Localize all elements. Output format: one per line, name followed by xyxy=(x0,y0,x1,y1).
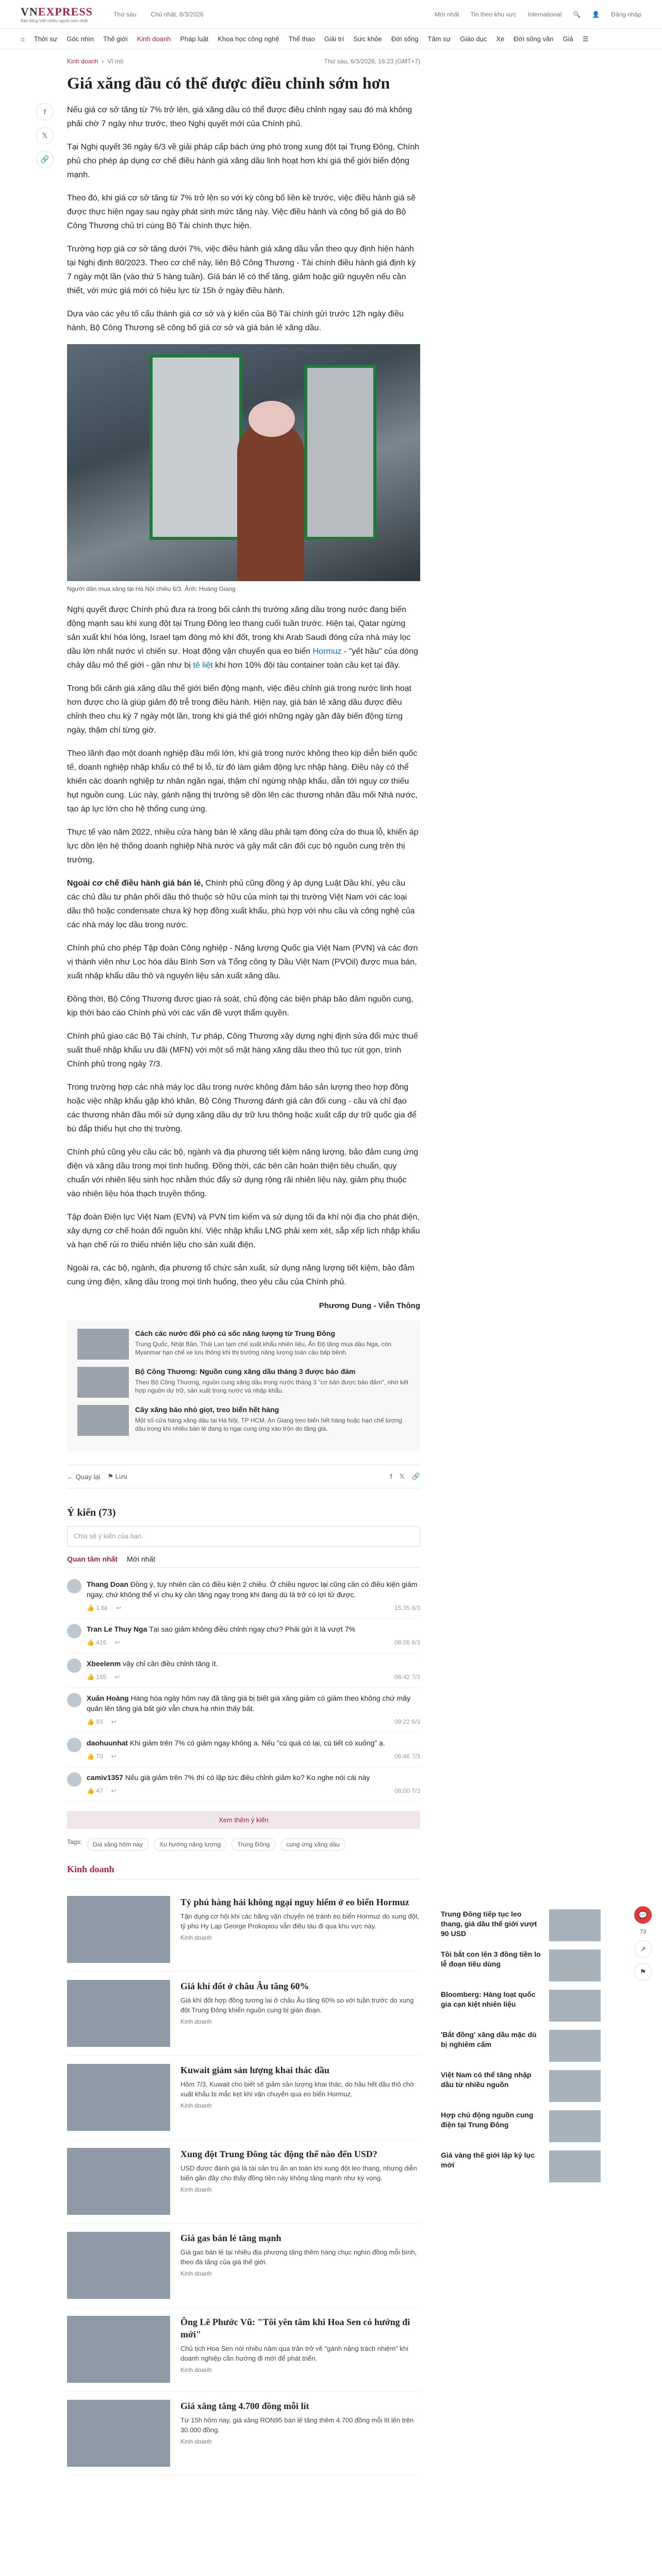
hormuz-link[interactable]: Hormuz xyxy=(312,647,342,656)
commenter-name[interactable]: daohuunhat xyxy=(87,1739,128,1747)
news-desc: Giá khí đốt hợp đồng tương lai ở châu Âu tăng 60% so với tuần trước do xung đột Trung Đông khiến nguồn cung bị gián đoạn. xyxy=(180,1996,414,2014)
news-desc: Từ 15h hôm nay, giá xăng RON95 bán lẻ tăng thêm 4.700 đồng mỗi lít lên trên 30.000 đồng. xyxy=(180,2416,414,2434)
news-item xyxy=(67,2224,420,2308)
home-icon[interactable]: ⌂ xyxy=(21,35,25,43)
related-thumbnail[interactable] xyxy=(77,1367,129,1398)
sidebar-thumbnail[interactable] xyxy=(549,2070,601,2102)
related-thumbnail[interactable] xyxy=(77,1405,129,1436)
commenter-name[interactable]: Thang Doan xyxy=(87,1580,128,1588)
helmet-shape xyxy=(249,401,295,437)
news-thumbnail[interactable] xyxy=(67,2400,170,2467)
news-category[interactable]: Kinh doanh xyxy=(180,2438,212,2445)
news-desc: Hôm 7/3, Kuwait cho biết sẽ giảm sản lượng khai thác, do hầu hết dầu thô chờ xuất khẩu bị mắc kẹt khi vận chuyển qua eo biển Hormuz. xyxy=(180,2080,415,2098)
author: Phương Dung - Viễn Thông xyxy=(319,1301,420,1310)
reply-button[interactable]: ↩ xyxy=(115,1604,122,1612)
back-button[interactable]: ← Quay lại xyxy=(67,1472,101,1481)
related-title[interactable]: Cách các nước đối phó cú sốc năng lượng từ Trung Đông xyxy=(135,1329,335,1337)
article-column xyxy=(67,49,420,2476)
sidebar-thumbnail[interactable] xyxy=(549,2030,601,2062)
paragraph: Trong bối cảnh giá xăng dầu thế giới biến động mạnh, việc điều chỉnh giá trong nước linh hoạt hơn được cho là giúp giảm độ trễ trong điều hành. Hiện nay, giá bán lẻ xăng dầu được điều chỉnh theo chu kỳ 7 ngày một lần, trong khi giá thế giới những ngày gần đây biến động từng ngày, thậm chí từng giờ. xyxy=(67,684,411,735)
like-button[interactable]: 👍 1.6k xyxy=(87,1604,108,1612)
avatar[interactable] xyxy=(67,1693,81,1707)
comment-item xyxy=(67,1619,420,1653)
comment-time: 08:00 7/3 xyxy=(394,1787,420,1794)
article-sapo: Nếu giá cơ sở tăng từ 7% trở lên, giá xăng dầu có thể được điều chỉnh ngay sau đó mà không phải chờ 7 ngày như trước, theo Nghị quyết mới của Chính phủ. xyxy=(67,106,412,128)
news-item xyxy=(67,1972,420,2056)
sidebar-item[interactable] xyxy=(441,2150,601,2182)
paragraph: Trường hợp giá cơ sở tăng dưới 7%, việc điều hành giá xăng dầu vẫn theo quy định hiện hành tại Nghị định 80/2023. Theo cơ chế này, liên Bộ Công Thương - Tài chính điều hành giá định kỳ 7 ngày một lần (vào thứ 5 hàng tuần). Giá bán lẻ có thể tăng, giảm hoặc giữ nguyên nếu cần thiết, với mức giá mới có hiệu lực từ 15h ở ngày điều hành. xyxy=(67,245,416,295)
paragraph: Tập đoàn Điện lực Việt Nam (EVN) và PVN tìm kiếm và sử dụng tối đa khí nội địa cho phát điện, xây dựng cơ chế hoán đổi nguồn khí. Việc nhập khẩu LNG phải xem xét, sắp xếp lịch nhập khẩu và hạn chế rủi ro thiếu nhiên liệu cho sản xuất điện. xyxy=(67,1213,420,1249)
related-item[interactable] xyxy=(77,1329,410,1360)
comment-item xyxy=(67,1688,420,1733)
comment-tabs xyxy=(67,1555,420,1568)
related-item[interactable] xyxy=(77,1405,410,1436)
news-item xyxy=(67,2140,420,2224)
facebook-icon[interactable]: f xyxy=(390,1472,392,1480)
international-link[interactable]: International xyxy=(527,10,562,18)
vnexpress-logo[interactable]: VNEXPRESS xyxy=(21,5,93,18)
bookmark-icon[interactable]: ⚑ xyxy=(634,1963,652,1980)
related-desc: Trung Quốc, Nhật Bản, Thái Lan tạm chế xuất khẩu nhiên liệu, Ấn Độ tăng mua dầu Nga, còn Myanmar hạn chế xe lưu thông khi thị trường năng lượng toàn cầu bấp bênh. xyxy=(135,1341,391,1356)
related-item[interactable] xyxy=(77,1367,410,1398)
comment-text: Nếu giá giảm trên 7% thì có lập tức điều chỉnh giảm ko? Ko nghe nói cái này xyxy=(125,1773,370,1782)
paragraph: Tại Nghị quyết 36 ngày 6/3 về giải pháp cấp bách ứng phó trong xung đột tại Trung Đông, Chính phủ cho phép áp dụng cơ chế điều hành giá xăng dầu linh hoạt hơn khi giá thế giới biến động mạnh. xyxy=(67,143,420,179)
ad-space xyxy=(441,80,601,1909)
share-icon[interactable]: ↗ xyxy=(634,1940,652,1958)
sidebar-thumbnail[interactable] xyxy=(549,1990,601,2022)
more-news-title[interactable]: Kinh doanh xyxy=(67,1864,420,1879)
nav-item-active[interactable]: Kinh doanh xyxy=(137,35,171,43)
comment-text: Tại sao giảm không điều chỉnh ngay chứ? Phải gửi ít là vượt 7% xyxy=(149,1625,356,1633)
nav-item[interactable]: Thể thao xyxy=(288,35,315,43)
news-title[interactable]: Ông Lê Phước Vũ: "Tôi yên tâm khi Hoa Sen có hướng đi mới" xyxy=(180,2317,410,2340)
news-desc: Giá gas bán lẻ tại nhiều địa phương tăng thêm hàng chục nghìn đồng mỗi bình, theo đà tăng của giá thế giới. xyxy=(180,2248,417,2266)
avatar[interactable] xyxy=(67,1579,81,1594)
top-header xyxy=(0,0,662,29)
news-category[interactable]: Kinh doanh xyxy=(180,2186,212,2193)
news-title[interactable]: Kuwait giảm sản lượng khai thác dầu xyxy=(180,2065,329,2075)
floating-actions xyxy=(634,1906,652,1980)
comment-item xyxy=(67,1653,420,1688)
nav-item[interactable]: Giả xyxy=(562,35,573,43)
tags-row xyxy=(67,1838,420,1851)
nav-item[interactable]: Xe xyxy=(496,35,505,43)
news-item xyxy=(67,1888,420,1972)
sidebar-thumbnail[interactable] xyxy=(549,1950,601,1981)
paragraph: Thực tế vào năm 2022, nhiều cửa hàng bán lẻ xăng dầu phải tạm đóng cửa do thua lỗ, khiến áp lực dồn lên hệ thống doanh nghiệp Nhà nước và gây mất cân đối cục bộ nguồn cung trên thị trường. xyxy=(67,828,419,865)
news-thumbnail[interactable] xyxy=(67,2316,170,2383)
sidebar-item[interactable] xyxy=(441,2030,601,2062)
twitter-icon[interactable]: 𝕏 xyxy=(399,1472,405,1480)
news-thumbnail[interactable] xyxy=(67,2064,170,2131)
commenter-name[interactable]: Tran Le Thuy Nga xyxy=(87,1625,147,1633)
paragraph: Ngoài cơ chế điều hành giá bán lẻ, Chính phủ cũng đồng ý áp dụng Luật Dầu khí, yêu cầu các chủ đầu tư phân phối dầu thô thuộc sở hữu của mình tại thị trường Việt Nam với các loại dầu thô hoặc condensate chưa ký hợp đồng xuất khẩu, phù hợp với nhu cầu và công nghệ của các nhà máy lọc dầu trong nước. xyxy=(67,879,415,929)
tag[interactable]: Giá xăng hôm nay xyxy=(87,1838,148,1851)
like-button[interactable]: 👍 416 xyxy=(87,1639,107,1646)
person-shape xyxy=(237,421,304,581)
article-actions xyxy=(67,1465,420,1488)
nav-item[interactable]: Góc nhìn xyxy=(67,35,94,43)
news-title[interactable]: Giá gas bán lẻ tăng mạnh xyxy=(180,2233,282,2243)
sidebar-title[interactable]: Hợp chủ động nguồn cung điện tại Trung Đông xyxy=(441,2111,534,2129)
comment-item xyxy=(67,1574,420,1619)
paralyzed-link[interactable]: tê liệt xyxy=(193,661,213,670)
main-nav xyxy=(0,29,662,49)
news-desc: Chủ tịch Hoa Sen nói nhiều năm qua trăn trở về "gánh nặng trách nhiệm" khi doanh nghiệp cần hướng đi mới để phát triển. xyxy=(180,2345,408,2362)
reply-button[interactable]: ↩ xyxy=(111,1718,117,1725)
link-icon[interactable]: 🔗 xyxy=(36,150,54,168)
related-desc: Theo Bộ Công Thương, nguồn cung xăng dầu trong nước tháng 3 "cơ bản được bảo đảm", nhờ kết hợp nguồn dự trữ, sản xuất trong nước và nhập khẩu. xyxy=(135,1379,409,1394)
news-category[interactable]: Kinh doanh xyxy=(180,2018,212,2025)
sidebar-thumbnail[interactable] xyxy=(549,1909,601,1941)
fuel-pump-shape xyxy=(150,354,242,540)
breadcrumb-sub[interactable]: Vĩ mô xyxy=(107,58,124,65)
save-button[interactable]: ⚑ Lưu xyxy=(107,1472,127,1480)
news-thumbnail[interactable] xyxy=(67,2232,170,2299)
sidebar-item[interactable] xyxy=(441,2070,601,2102)
tag[interactable]: Xu hướng năng lượng xyxy=(154,1838,226,1851)
date: Chủ nhật, 8/3/2026 xyxy=(151,10,204,18)
news-title[interactable]: Giá xăng tăng 4.700 đồng mỗi lít xyxy=(180,2401,309,2411)
comment-text: Hàng hóa ngày hôm nay đã tăng giá bị biết giá xăng giảm có giảm theo không chứ mây quân lên tăng giá bất giờ vẫn chưa hạ nhìn thấy bất. xyxy=(87,1694,411,1713)
paragraph: Dựa vào các yêu tố cấu thành giá cơ sở và ý kiến của Bộ Tài chính gửi trước 12h ngày điều hành, Bộ Công Thương sẽ công bố giá cơ sở và giá bán lẻ xăng dầu. xyxy=(67,310,404,332)
nav-item[interactable]: Đời sống xyxy=(391,35,419,43)
news-thumbnail[interactable] xyxy=(67,2148,170,2215)
nav-item[interactable]: Giáo dục xyxy=(460,35,487,43)
comment-time: 06:46 7/3 xyxy=(394,1753,420,1760)
menu-icon[interactable]: ☰ xyxy=(582,35,589,43)
like-button[interactable]: 👍 47 xyxy=(87,1787,103,1794)
sidebar-title[interactable]: Tôi bắt con lên 3 đồng tiền lo lễ đoạn tiêu dùng xyxy=(441,1950,541,1968)
news-item xyxy=(67,2392,420,2476)
latest-link[interactable]: Mới nhất xyxy=(435,10,459,18)
commenter-name[interactable]: camiv1357 xyxy=(87,1773,123,1782)
news-thumbnail[interactable] xyxy=(67,1896,170,1963)
photo-caption: Người dân mua xăng tại Hà Nội chiều 6/3. Ảnh: Hoàng Giang xyxy=(67,585,236,592)
avatar[interactable] xyxy=(67,1738,81,1752)
comment-text: vậy chỉ cần điều chỉnh tăng ít. xyxy=(123,1659,218,1668)
article-photo[interactable] xyxy=(67,344,420,581)
nav-item[interactable]: Tâm sự xyxy=(427,35,451,43)
sidebar-title[interactable]: 'Bắt đồng' xăng dầu mặc dù bị nghiêm cấm xyxy=(441,2030,537,2048)
reply-button[interactable]: ↩ xyxy=(114,1639,120,1646)
sidebar-title[interactable]: Việt Nam có thể tăng nhập dầu từ nhiều nguồn xyxy=(441,2071,532,2089)
paragraph: Chính phủ giao các Bộ Tài chính, Tư pháp, Công Thương xây dựng nghị định sửa đổi mức thuế suất thuế nhập khẩu ưu đãi (MFN) với một số mặt hàng xăng dầu theo thủ tục rút gọn, trình Chính phủ trong ngày 7/3. xyxy=(67,1032,418,1069)
comment-text: Khi giảm trên 7% có giảm ngay không a. Nếu "cú quá có lại, cú tiết có xuống" ạ. xyxy=(130,1739,385,1747)
nav-item[interactable]: Pháp luật xyxy=(180,35,209,43)
comment-time: 06:42 7/3 xyxy=(394,1673,420,1681)
commenter-name[interactable]: Xbeelenm xyxy=(87,1659,121,1668)
tags-label: Tags: xyxy=(67,1838,82,1845)
nav-item[interactable]: Giải trí xyxy=(324,35,344,43)
paragraph: Trong trường hợp các nhà máy lọc dầu trong nước không đảm bảo sản lượng theo hợp đồng hoặc việc nhập khẩu gặp khó khăn, Bộ Công Thương đánh giá cân đối cung - cầu và chỉ đạo các thương nhân đầu mối sử dụng xăng dầu dự trữ lưu thông hoặc xuất cấp dự trữ quốc gia để bù đắp thiếu hụt cho thị trường. xyxy=(67,1083,417,1133)
news-category[interactable]: Kinh doanh xyxy=(180,2366,212,2374)
news-title[interactable]: Giá khí đốt ở châu Âu tăng 60% xyxy=(180,1981,309,1991)
paragraph: Đồng thời, Bộ Công Thương được giao rà soát, chủ động các biện pháp bảo đảm nguồn cung, kịp thời báo cáo Chính phủ với các vấn đề vượt thẩm quyền. xyxy=(67,995,413,1018)
related-title[interactable]: Cây xăng báo nhỏ giọt, treo biển hết hàng xyxy=(135,1405,279,1414)
sidebar-title[interactable]: Trung Đông tiếp tục leo thang, giá dầu thế giới vượt 90 USD xyxy=(441,1910,537,1938)
more-comments-button[interactable]: Xem thêm ý kiến xyxy=(67,1811,420,1829)
brand[interactable] xyxy=(21,5,93,23)
search-icon[interactable]: 🔍 xyxy=(573,10,581,18)
news-category[interactable]: Kinh doanh xyxy=(180,1934,212,1941)
sidebar-title[interactable]: Giá vàng thế giới lập kỷ lục mới xyxy=(441,2151,535,2169)
paragraph: Chính phủ cho phép Tập đoàn Công nghiệp - Năng lượng Quốc gia Việt Nam (PVN) và các đơn vị thành viên như Lọc hóa dầu Bình Sơn và Tổng công ty Dầu Việt Nam (PVOil) được mua bán, xuất nhập khẩu dầu thô và nguyên liệu sản xuất xăng dầu. xyxy=(67,944,418,980)
nav-item[interactable]: Đời sống văn xyxy=(514,35,554,43)
reply-button[interactable]: ↩ xyxy=(111,1787,117,1794)
fuel-pump-shape xyxy=(304,365,376,540)
nav-item[interactable]: Sức khỏe xyxy=(353,35,382,43)
breadcrumb: Kinh doanh › Vĩ mô Thứ sáu, 6/3/2026, 16:23 (GMT+7) xyxy=(67,58,420,65)
sidebar-item[interactable] xyxy=(441,1909,601,1941)
regional-link[interactable]: Tin theo khu vực xyxy=(470,10,517,18)
news-thumbnail[interactable] xyxy=(67,1980,170,2047)
share-rail xyxy=(36,103,54,168)
nav-item[interactable]: Thời sự xyxy=(34,35,58,43)
sidebar xyxy=(441,80,601,2476)
avatar[interactable] xyxy=(67,1658,81,1673)
related-desc: Một số cửa hàng xăng dầu tại Hà Nội, TP HCM, An Giang treo biển hết hàng hoặc hạn chế lượng dầu trong khi nhiều bán lẻ đang lo ngại cung ứng xáo trộn do tăng giá. xyxy=(135,1417,402,1432)
sidebar-thumbnail[interactable] xyxy=(549,2110,601,2142)
comment-item xyxy=(67,1767,420,1802)
nav-item[interactable]: Khoa học công nghệ xyxy=(218,35,279,43)
user-icon[interactable]: 👤 xyxy=(592,10,600,18)
comment-count-icon[interactable]: 💬 xyxy=(634,1906,652,1924)
news-category[interactable]: Kinh doanh xyxy=(180,2270,212,2277)
facebook-icon[interactable]: f xyxy=(36,103,54,121)
comment-time: 08:06 6/3 xyxy=(394,1639,420,1646)
news-item xyxy=(67,2308,420,2392)
sidebar-title[interactable]: Bloomberg: Hàng loạt quốc gia cạn kiệt nhiên liệu xyxy=(441,1990,536,2008)
nav-item[interactable]: Thế giới xyxy=(103,35,128,43)
like-button[interactable]: 👍 70 xyxy=(87,1753,103,1760)
related-box xyxy=(67,1320,420,1451)
publish-date: Thứ sáu, 6/3/2026, 16:23 (GMT+7) xyxy=(324,58,420,65)
comment-item xyxy=(67,1733,420,1767)
weekday: Thứ sáu xyxy=(113,10,137,18)
slogan: Báo tiếng Việt nhiều người xem nhất xyxy=(21,19,88,23)
comment-time: 15:35 6/3 xyxy=(394,1604,420,1612)
related-title[interactable]: Bộ Công Thương: Nguồn cung xăng dầu tháng 3 được bảo đảm xyxy=(135,1367,356,1376)
paragraph: Ngoài ra, các bộ, ngành, địa phương tổ chức sản xuất, sử dụng năng lượng tiết kiệm, bảo đảm cung ứng điện, xăng dầu trong mọi tình huống, theo yêu cầu của Chính phủ. xyxy=(67,1264,415,1286)
comment-time: 09:22 6/3 xyxy=(394,1718,420,1725)
commenter-name[interactable]: Xuân Hoàng xyxy=(87,1694,129,1702)
sidebar-item[interactable] xyxy=(441,2110,601,2142)
news-title[interactable]: Xung đột Trung Đông tác động thế nào đến USD? xyxy=(180,2149,377,2159)
twitter-icon[interactable]: 𝕏 xyxy=(36,127,54,144)
sidebar-thumbnail[interactable] xyxy=(549,2150,601,2182)
sidebar-item[interactable] xyxy=(441,1950,601,1981)
tag[interactable]: Trung Đông xyxy=(231,1838,275,1851)
reply-button[interactable]: ↩ xyxy=(111,1753,117,1760)
news-item xyxy=(67,2056,420,2140)
comment-count: 73 xyxy=(639,1929,647,1935)
avatar[interactable] xyxy=(67,1624,81,1638)
paragraph: Chính phủ cũng yêu cầu các bộ, ngành và địa phương tiết kiệm năng lượng, bảo đảm cung ứng điện và xăng dầu trong mọi tình huống. Đồng thời, các bên cần hoàn thiện tiêu chuẩn, quy chuẩn với nhiên liệu sinh học nhằm thúc đẩy sử dụng rộng rãi nhiên liệu này, giảm phụ thuộc vào nhiên liệu hóa thạch truyền thống. xyxy=(67,1148,419,1198)
news-desc: Tận dụng cơ hội khi các hãng vận chuyển né tránh eo biển Hormuz do xung đột, tỷ phú Hy Lạp George Prokopiou vẫn điều tàu đi qua khu vực này. xyxy=(180,1912,420,1930)
login-link[interactable]: Đăng nhập xyxy=(611,10,641,18)
tab-newest[interactable]: Mới nhất xyxy=(127,1555,156,1563)
paragraph: Theo đó, khi giá cơ sở tăng từ 7% trở lên so với kỳ công bố liền kề trước, việc điều hành giá sẽ được thực hiện ngay sau ngày phát sinh mức tăng này. Việc điều hành và công bố giá do Bộ Công Thương chủ trì cùng Bộ Tài chính thực hiện. xyxy=(67,194,416,230)
article-title: Giá xăng dầu có thể được điều chỉnh sớm hơn xyxy=(67,74,390,92)
comments-title: Ý kiến (73) xyxy=(67,1507,116,1518)
like-button[interactable]: 👍 93 xyxy=(87,1718,103,1725)
comment-input[interactable]: Chia sẻ ý kiến của bạn xyxy=(67,1526,420,1547)
paragraph: Theo lãnh đạo một doanh nghiệp đầu mối lớn, khi giá trong nước không theo kịp diễn biến quốc tế, doanh nghiệp nhập khẩu có thể bị lỗ, từ đó làm giảm động lực nhập hàng. Điều này có thể khiến các doanh nghiệp tư nhân ngần ngại, thậm chí ngừng nhập khẩu, dẫn tới nguy cơ thiếu hụt nguồn cung. Lúc này, gánh nặng thị trường sẽ dồn lên các thương nhân đầu mối Nhà nước, tạo áp lực lớn cho hệ thống cung ứng. xyxy=(67,749,418,814)
breadcrumb-category[interactable]: Kinh doanh xyxy=(67,58,98,65)
tag[interactable]: cung ứng xăng dầu xyxy=(280,1838,345,1851)
link-icon[interactable]: 🔗 xyxy=(411,1472,420,1480)
like-button[interactable]: 👍 165 xyxy=(87,1673,107,1681)
news-title[interactable]: Tỷ phú hàng hải không ngại nguy hiểm ở eo biển Hormuz xyxy=(180,1897,409,1907)
avatar[interactable] xyxy=(67,1772,81,1787)
news-category[interactable]: Kinh doanh xyxy=(180,2102,212,2109)
paragraph: Nghị quyết được Chính phủ đưa ra trong bối cảnh thị trường xăng dầu trong nước đang biến động mạnh sau khi xung đột tại Trung Đông leo thang cuối tuần trước. Hiện tại, Qatar ngừng sản xuất khí hóa lỏng, Israel tạm đóng mỏ khí đốt, trong khi Arab Saudi đóng cửa nhà máy lọc dầu lớn nhất nước vì chiến sự. Hoạt động vận chuyển qua eo biển Hormuz - "yết hầu" của dòng chảy dầu mỏ thế giới - gần như bị tê liệt khi hơn 10% đội tàu container toàn cầu kẹt tại đây. xyxy=(67,605,418,670)
related-thumbnail[interactable] xyxy=(77,1329,129,1360)
news-desc: USD được đánh giá là tài sản trú ẩn an toàn khi xung đột leo thang, nhưng diễn biến gần đây cho thấy đồng tiền này không tăng mạnh như kỳ vọng. xyxy=(180,2164,417,2182)
sidebar-item[interactable] xyxy=(441,1990,601,2022)
tab-most-liked[interactable]: Quan tâm nhất xyxy=(67,1555,118,1563)
comment-text: Đồng ý, tuy nhiên cần có điều kiện 2 chiều. Ở chiều ngược lại cũng cần có điều kiện giảm ngay, chứ không thể vì chu kỳ cần tăng ngay trong khi đang dù là trở có lợi tử được. xyxy=(87,1580,418,1599)
reply-button[interactable]: ↩ xyxy=(114,1673,120,1681)
